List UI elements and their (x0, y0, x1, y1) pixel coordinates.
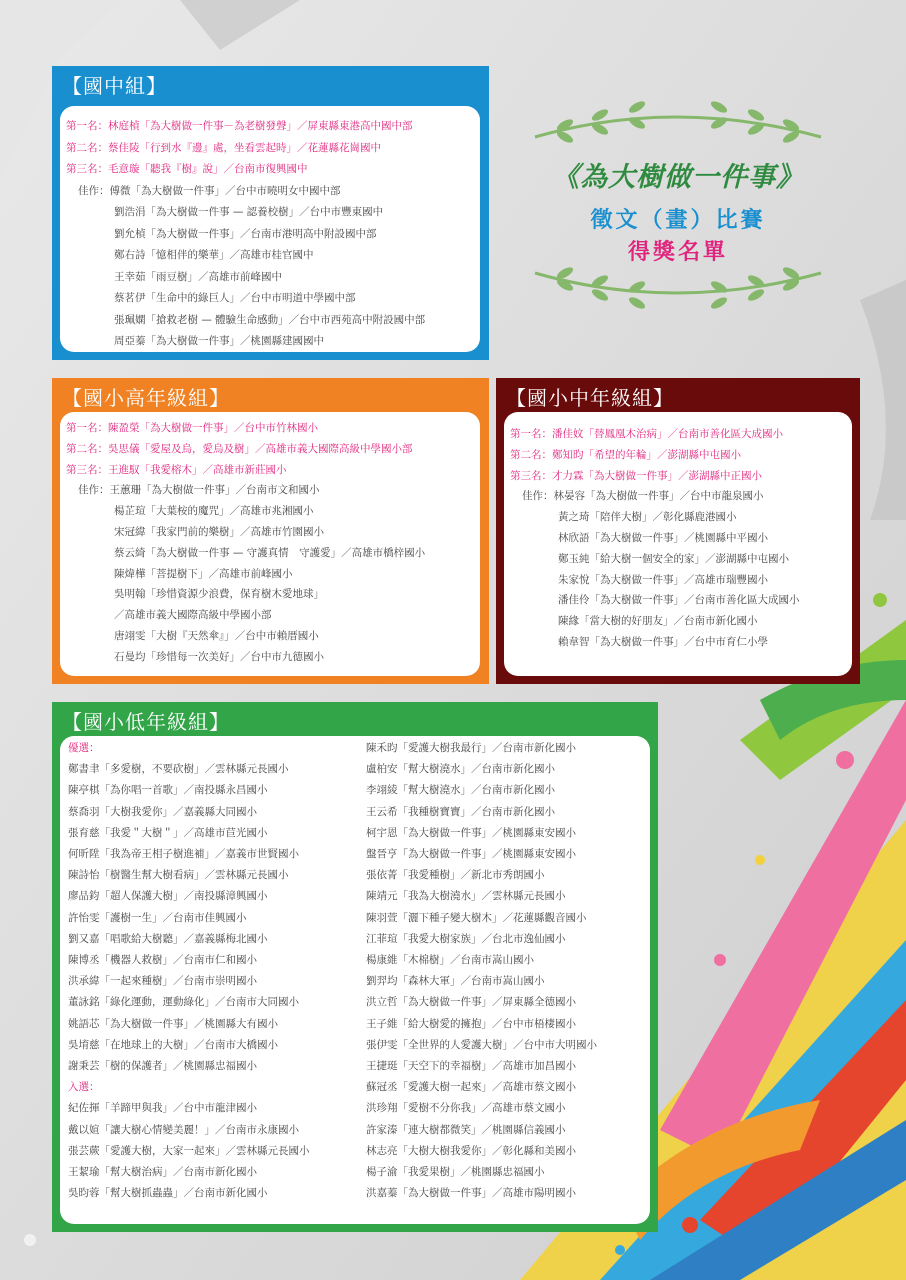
entry-line: 鄭右詩「憶相伴的樂華」／高雄市桂官國中 (114, 249, 314, 261)
entry-line: 王云希「我種樹寶寶」／台南市新化國小 (366, 805, 555, 818)
section-label: 入選： (68, 1081, 100, 1094)
entry-line: 劉允楨「為大樹做一件事」／台南市港明高中附設國中部 (114, 227, 377, 240)
elementary-low-panel (52, 702, 658, 1232)
entry-line: 佳作：傅微「為大樹做一件事」／台中市曉明女中國中部 (78, 184, 341, 197)
entry-line: 陳靖元「我為大樹澆水」／雲林縣元長國小 (366, 890, 566, 903)
winner-entry: 第三名：毛意璇「聽我『樹』說」／台南市復興國中 (66, 163, 308, 175)
entry-line: 洪珍翔「愛樹不分你我」／高雄市蔡文國小 (366, 1102, 566, 1115)
junior-high-list (60, 106, 480, 352)
elementary-low-column-1 (60, 736, 360, 1224)
entry-line: 廖品鈞「超人保護大樹」／南投縣漳興國小 (68, 890, 268, 903)
entry-line: 柯宇恩「為大樹做一件事」／桃園縣東安國小 (366, 826, 576, 839)
contest-subtitle: 徵文（畫）比賽 (590, 208, 766, 233)
junior-high-panel (52, 66, 489, 360)
winner-entry: 第一名：潘佳妏「替鳳凰木治病」／台南市善化區大成國小 (510, 428, 783, 440)
winner-entry: 第二名：吳思儀「愛屋及烏，愛烏及樹」／高雄市義大國際高級中學國小部 (66, 442, 413, 455)
winner-entry: 第三名：王進馭「我愛榕木」／高雄市新莊國小 (66, 463, 287, 476)
elementary-low-column-2 (360, 736, 650, 1224)
entry-line: 吳明翰「珍惜資源少浪費，保育樹木愛地球」 (114, 588, 324, 601)
elementary-low-list (60, 736, 650, 1224)
winner-entry: 第一名：林庭楨「為大樹做一件事－為老樹發聲」／屏東縣東港高中國中部 (66, 120, 413, 132)
entry-line: 陳亭棋「為你唱一首歌」／南投縣永昌國小 (68, 784, 268, 797)
entry-line: 洪嘉蓁「為大樹做一件事」／高雄市陽明國小 (366, 1187, 576, 1200)
entry-line: 陳煒樺「菩提樹下」／高雄市前峰國小 (114, 567, 293, 580)
entry-line: 石曼均「珍惜每一次美好」／台中市九德國小 (114, 650, 324, 663)
winner-entry: 第三名：才力霖「為大樹做一件事」／澎湖縣中正國小 (510, 469, 762, 482)
elementary-high-panel (52, 378, 489, 684)
entry-line: 張珮嫻「搶救老樹 — 體驗生命感動」／台中市西苑高中附設國中部 (114, 313, 426, 326)
entry-line: 鄭書聿「多愛樹，不要砍樹」／雲林縣元長國小 (68, 763, 289, 776)
entry-line: 陳博丞「機器人救樹」／台南市仁和國小 (68, 954, 257, 966)
entry-line: ／高雄市義大國際高級中學國小部 (114, 609, 272, 622)
entry-line: 楊康維「木棉樹」／台南市嵩山國小 (366, 954, 534, 966)
elementary-low-heading: 【國小低年級組】 (62, 710, 230, 734)
entry-line: 唐翊雯「大樹『天然傘』」／台中市賴厝國小 (114, 630, 319, 642)
entry-line: 吳堉慈「在地球上的大樹」／台南市大橋國小 (68, 1038, 278, 1051)
main-title: 《為大樹做一件事》 (552, 162, 804, 193)
entry-line: 王幸茹「雨豆樹」／高雄市前峰國中 (114, 270, 282, 283)
entry-line: 陳詩怡「樹醫生幫大樹看病」／雲林縣元長國小 (68, 869, 289, 882)
winner-entry: 第一名：陳盈榮「為大樹做一件事」／台中市竹林國小 (66, 422, 318, 434)
entry-line: 鄭玉純「給大樹一個安全的家」／澎湖縣中屯國小 (558, 552, 789, 565)
section-label: 優選： (68, 742, 100, 754)
entry-line: 楊芷瑄「大葉桉的魔咒」／高雄市兆湘國小 (114, 505, 314, 518)
winner-entry: 第二名：蔡佳陵「行到水『邊』處，坐看雲起時」／花蓮縣花崗國中 (66, 141, 381, 154)
entry-line: 佳作：王蕙珊「為大樹做一件事」／台南市文和國小 (78, 484, 320, 497)
entry-line: 許怡雯「護樹一生」／台南市佳興國小 (68, 911, 247, 924)
entry-line: 劉又嘉「唱歌給大樹聽」／嘉義縣梅北國小 (68, 932, 268, 945)
winners-subtitle: 得獎名單 (627, 240, 728, 265)
entry-line: 張依菁「我愛種樹」／新北市秀朗國小 (366, 869, 545, 882)
entry-line: 劉浩涓「為大樹做一件事 — 認養校樹」／台中市豐東國中 (114, 206, 384, 218)
entry-line: 洪立哲「為大樹做一件事」／屏東縣全德國小 (366, 996, 576, 1009)
elementary-high-heading: 【國小高年級組】 (62, 386, 230, 410)
elementary-high-list (60, 412, 480, 676)
entry-line: 陳羽萱「灑下種子變大樹木」／花蓮縣觀音國小 (366, 911, 587, 924)
entry-line: 劉羿均「森林大軍」／台南市嵩山國小 (366, 975, 545, 988)
entry-line: 黃之琦「陪伴大樹」／彰化縣鹿港國小 (558, 511, 737, 524)
entry-line: 陳緣「當大樹的好朋友」／台南市新化國小 (558, 615, 758, 628)
entry-line: 林志亮「大樹大樹我愛你」／彰化縣和美國小 (366, 1144, 576, 1157)
laurel-bottom-icon (525, 263, 831, 313)
entry-line: 賴韋智「為大樹做一件事」／台中市育仁小學 (558, 636, 768, 648)
entry-line: 李翊綾「幫大樹澆水」／台南市新化國小 (366, 784, 555, 797)
entry-line: 周亞蓁「為大樹做一件事」／桃園縣建國國中 (114, 335, 324, 347)
entry-line: 謝秉芸「樹的保護者」／桃園縣忠福國小 (68, 1060, 257, 1072)
entry-line: 張芸蕨「愛護大樹，大家一起來」／雲林縣元長國小 (68, 1144, 310, 1157)
entry-line: 張伊雯「全世界的人愛護大樹」／台中市大明國小 (366, 1038, 597, 1051)
entry-line: 蔡茗伊「生命中的綠巨人」／台中市明道中學國中部 (114, 292, 356, 304)
entry-line: 潘佳伶「為大樹做一件事」／台南市善化區大成國小 (558, 594, 800, 607)
entry-line: 陳禾昀「愛護大樹我最行」／台南市新化國小 (366, 742, 576, 754)
entry-line: 姚語芯「為大樹做一件事」／桃園縣大有國小 (68, 1017, 278, 1030)
entry-line: 許家溱「連大樹都微笑」／桃園縣信義國小 (366, 1123, 566, 1136)
laurel-top-icon (525, 97, 831, 147)
entry-line: 盧柏安「幫大樹澆水」／台南市新化國小 (366, 763, 555, 776)
entry-line: 楊子渝「我愛果樹」／桃園縣忠福國小 (366, 1166, 545, 1178)
elementary-mid-panel (496, 378, 860, 684)
entry-line: 江菲瑄「我愛大樹家族」／台北市逸仙國小 (366, 932, 566, 945)
entry-line: 朱家悅「為大樹做一件事」／高雄市瑞豐國小 (558, 573, 768, 586)
entry-line: 盤晉亨「為大樹做一件事」／桃園縣東安國小 (366, 848, 576, 860)
entry-line: 吳昀蓉「幫大樹抓蟲蟲」／台南市新化國小 (68, 1187, 268, 1200)
entry-line: 戴以媗「讓大樹心情變美麗！」／台南市永康國小 (68, 1123, 299, 1136)
entry-line: 宋冠緯「我家門前的樂樹」／高雄市竹園國小 (114, 526, 324, 538)
entry-line: 何昕陞「我為帝王相子樹進補」／嘉義市世賢國小 (68, 848, 299, 860)
entry-line: 王捷珽「天空下的幸福樹」／高雄市加昌國小 (366, 1060, 576, 1072)
elementary-mid-heading: 【國小中年級組】 (506, 386, 674, 410)
entry-line: 張育慈「我愛＂大樹＂」／高雄市苣光國小 (68, 826, 268, 839)
entry-line: 林欣語「為大樹做一件事」／桃園縣中平國小 (558, 532, 768, 544)
entry-line: 紀佐揮「羊蹄甲與我」／台中市龍津國小 (68, 1102, 257, 1115)
title-block (505, 85, 885, 345)
entry-line: 佳作：林晏容「為大樹做一件事」／台中市龍泉國小 (522, 490, 764, 503)
entry-line: 蔡喬羽「大樹我愛你」／嘉義縣大同國小 (68, 805, 257, 818)
entry-line: 王絜瑜「幫大樹治病」／台南市新化國小 (68, 1166, 257, 1178)
entry-line: 蔡云綺「為大樹做一件事 — 守護真情 守護愛」／高雄市橋梓國小 (114, 546, 426, 559)
entry-line: 蘇冠丞「愛護大樹一起來」／高雄市蔡文國小 (366, 1081, 576, 1094)
entry-line: 洪承緯「一起來種樹」／台南市崇明國小 (68, 975, 257, 988)
entry-line: 董詠銘「綠化運動，運動綠化」／台南市大同國小 (68, 996, 299, 1009)
junior-high-heading: 【國中組】 (62, 74, 167, 98)
elementary-mid-list (504, 412, 852, 676)
entry-line: 王子維「給大樹愛的擁抱」／台中市梧棲國小 (366, 1017, 576, 1030)
winner-entry: 第二名：鄭知昀「希望的年輪」／澎湖縣中屯國小 (510, 448, 741, 461)
